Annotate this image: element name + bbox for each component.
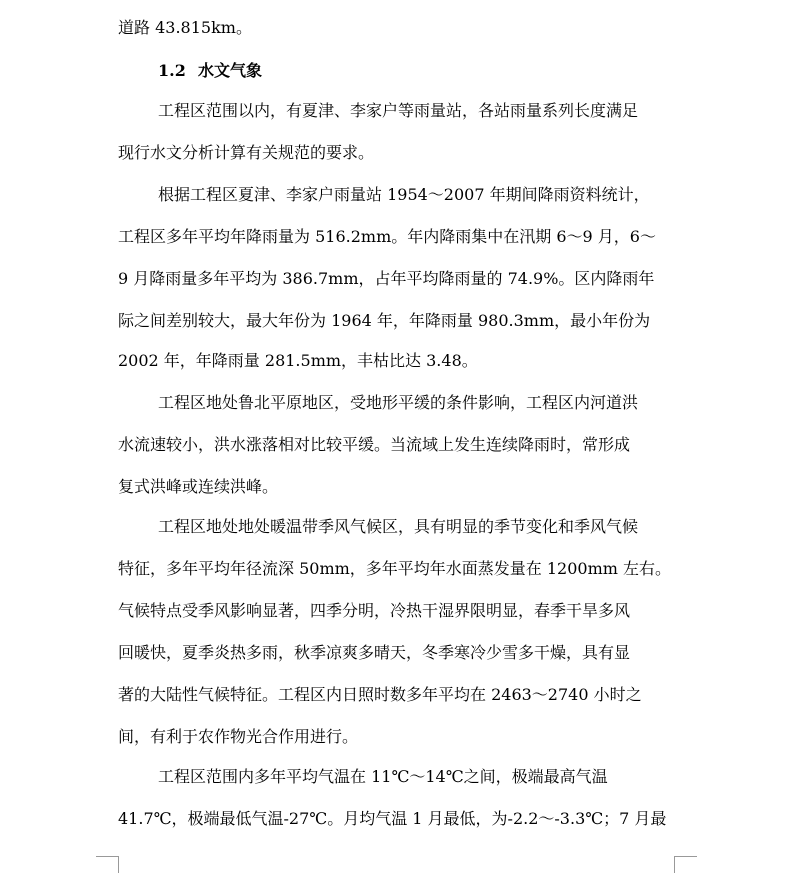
paragraph-line: 际之间差别较大，最大年份为 1964 年，年降雨量 980.3mm，最小年份为 (118, 311, 651, 330)
section-number: 1.2 (158, 61, 186, 80)
section-title: 水文气象 (198, 61, 263, 80)
paragraph-line: 著的大陆性气候特征。工程区内日照时数多年平均在 2463～2740 小时之 (118, 685, 642, 704)
paragraph-line: 工程区范围内多年平均气温在 11℃～14℃之间，极端最高气温 (158, 767, 608, 786)
paragraph-line: 根据工程区夏津、李家户雨量站 1954～2007 年期间降雨资料统计， (158, 185, 650, 204)
paragraph-line: 气候特点受季风影响显著，四季分明，冷热干湿界限明显，春季干旱多风 (118, 601, 631, 620)
paragraph-line: 41.7℃，极端最低气温-27℃。月均气温 1 月最低，为-2.2～-3.3℃；7 月最 (118, 809, 667, 828)
paragraph-line: 9 月降雨量多年平均为 386.7mm，占年平均降雨量的 74.9%。区内降雨年 (118, 269, 655, 288)
paragraph-line: 复式洪峰或连续洪峰。 (118, 477, 279, 496)
margin-corner-mark-left (96, 856, 119, 873)
paragraph-line: 水流速较小，洪水涨落相对比较平缓。当流域上发生连续降雨时，常形成 (118, 435, 631, 454)
paragraph-line: 回暖快，夏季炎热多雨，秋季凉爽多晴天，冬季寒冷少雪多干燥，具有显 (118, 643, 631, 662)
paragraph-line: 工程区多年平均年降雨量为 516.2mm。年内降雨集中在汛期 6～9 月，6～ (118, 227, 656, 246)
margin-corner-mark-right (674, 856, 697, 873)
paragraph-line: 间，有利于农作物光合作用进行。 (118, 727, 359, 746)
section-heading (158, 61, 262, 81)
paragraph-line: 工程区范围以内，有夏津、李家户等雨量站，各站雨量系列长度满足 (158, 101, 639, 120)
paragraph-line: 工程区地处地处暖温带季风气候区，具有明显的季节变化和季风气候 (158, 517, 639, 536)
paragraph-line: 2002 年，年降雨量 281.5mm，丰枯比达 3.48。 (118, 351, 478, 370)
paragraph-line: 特征，多年平均年径流深 50mm，多年平均年水面蒸发量在 1200mm 左右。 (118, 559, 672, 578)
paragraph-line: 现行水文分析计算有关规范的要求。 (118, 143, 375, 162)
paragraph-line: 工程区地处鲁北平原地区，受地形平缓的条件影响，工程区内河道洪 (158, 393, 639, 412)
text-line: 道路 43.815km。 (118, 18, 252, 37)
